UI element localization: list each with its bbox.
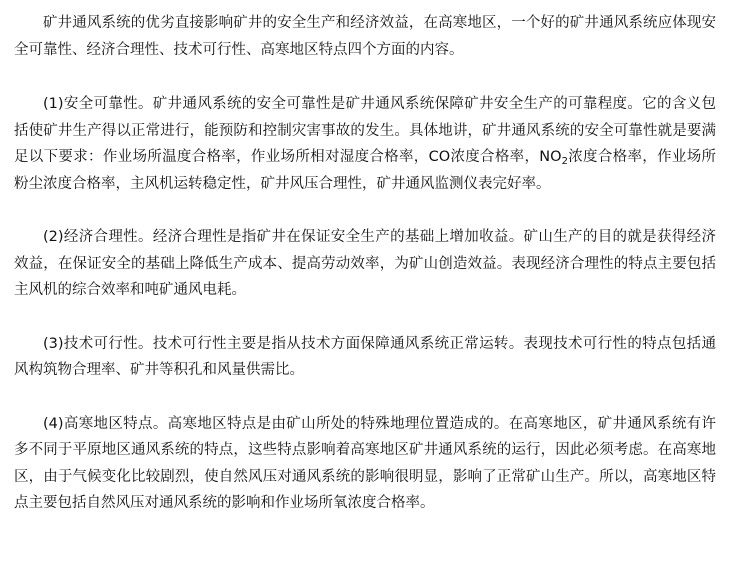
paragraph-economic-rationality: (2)经济合理性。经济合理性是指矿井在保证安全生产的基础上增加收益。矿山生产的目的就是获得经济效益，在保证安全的基础上降低生产成本、提高劳动效率，为矿山创造效益。表现经济合理性的特点主要包括主风机的综合效率和吨矿通风电耗。 [14, 229, 716, 298]
paragraph-high-cold-region: (4)高寒地区特点。高寒地区特点是由矿山所处的特殊地理位置造成的。在高寒地区，矿井通风系统有许多不同于平原地区通风系统的特点，这些特点影响着高寒地区矿井通风系统的运行，因此必须考虑。在高寒地区，由于气候变化比较剧烈，使自然风压对通风系统的影响很明显，影响了正常矿山生产。所以，高寒地区特点主要包括自然风压对通风系统的影响和作业场所氧浓度合格率。 [14, 415, 716, 511]
document-body [14, 10, 716, 517]
paragraph-technical-feasibility: (3)技术可行性。技术可行性主要是指从技术方面保障通风系统正常运转。表现技术可行性的特点包括通风构筑物合理率、矿井等积孔和风量供需比。 [14, 335, 716, 378]
safety-text-part-2: 浓度合格率，作业场所粉尘浓度合格率，主风机运转稳定性，矿井风压合理性，矿井通风监测仪表完好率。 [14, 149, 717, 192]
safety-text-part-1: (1)安全可靠性。矿井通风系统的安全可靠性是矿井通风系统保障矿井安全生产的可靠程度。它的含义包括使矿井生产得以正常进行，能预防和控制灾害事故的发生。具体地讲，矿井通风系统的安全可靠性就是要满足以下要求：作业场所温度合格率，作业场所相对湿度合格率，CO浓度合格率，NO [14, 96, 716, 165]
paragraph-safety-reliability [14, 91, 716, 197]
paragraph-intro: 矿井通风系统的优劣直接影响矿井的安全生产和经济效益，在高寒地区，一个好的矿井通风系统应体现安全可靠性、经济合理性、技术可行性、高寒地区特点四个方面的内容。 [14, 15, 716, 58]
subscript-2: 2 [561, 156, 568, 167]
